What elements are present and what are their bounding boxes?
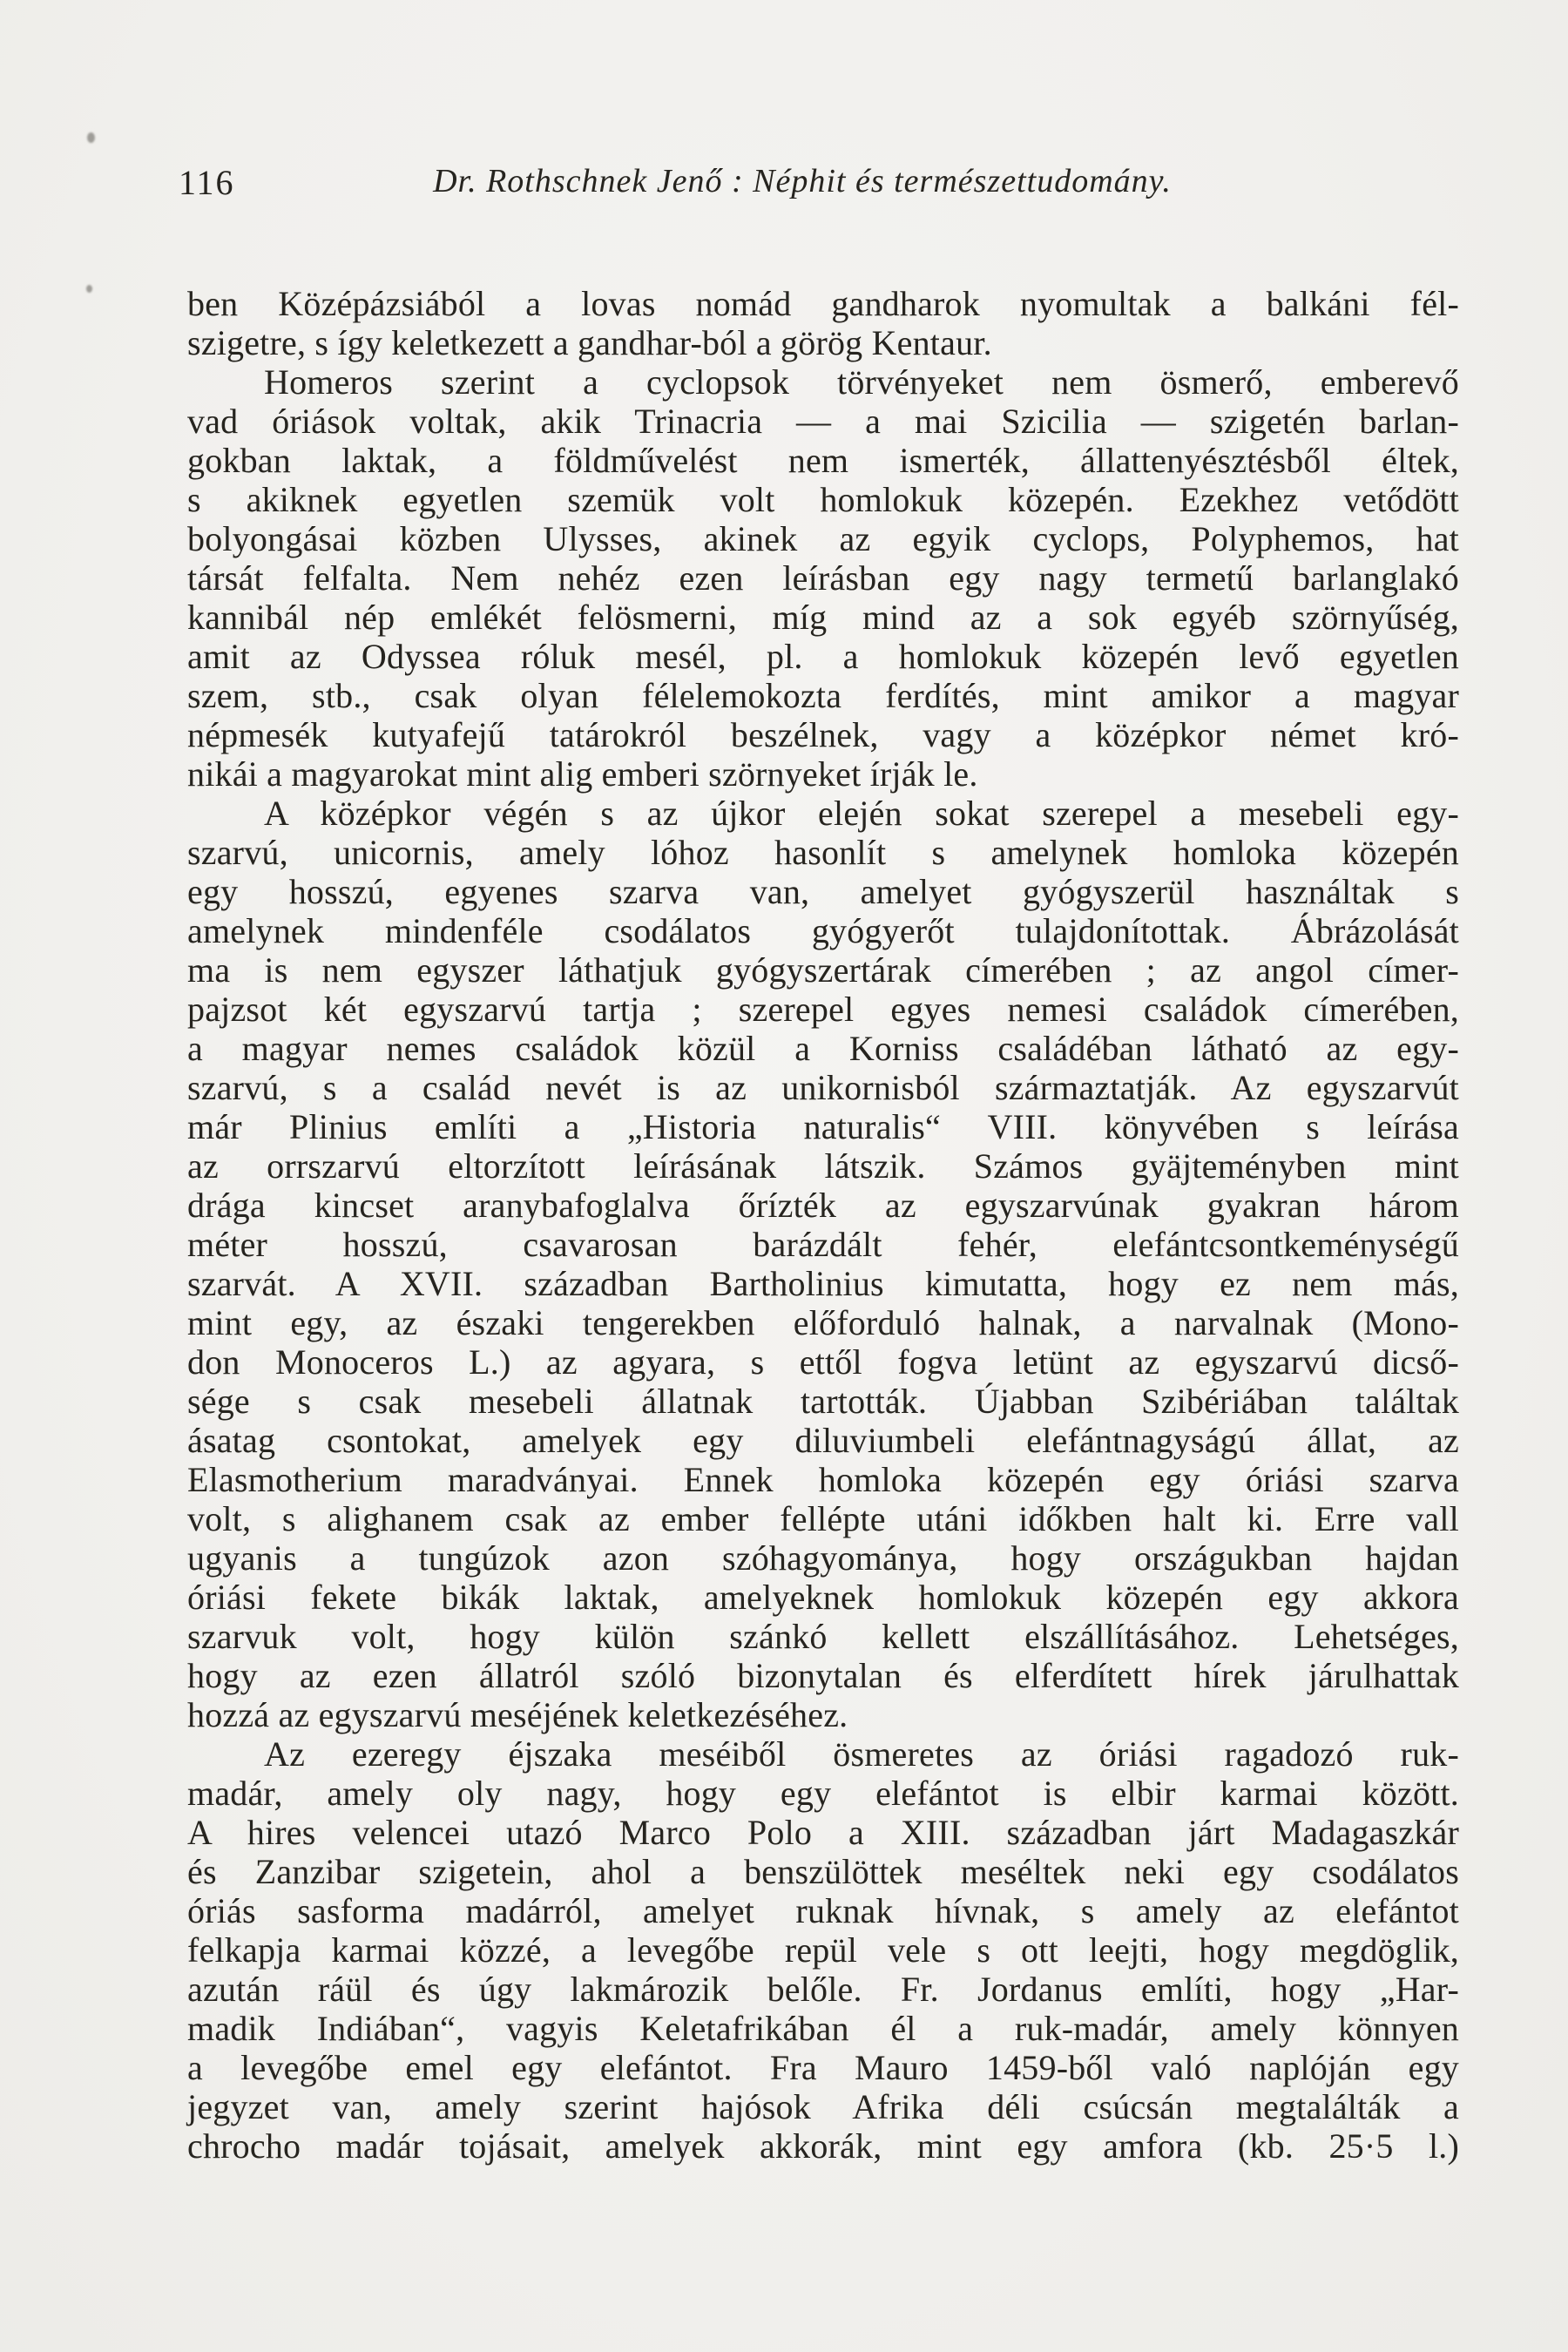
text-line: hozzá az egyszarvú meséjének keletkezéséhez.	[187, 1695, 848, 1734]
text-line: szarvuk volt, hogy külön szánkó kellett elszállításához. Lehetséges,	[187, 1617, 1459, 1656]
text-line: szarvú, unicornis, amely lóhoz hasonlít s amelynek homloka közepén	[187, 833, 1459, 872]
text-line: szarvát. A XVII. században Bartholinius kimutatta, hogy ez nem más,	[187, 1264, 1459, 1303]
text-line: népmesék kutyafejű tatárokról beszélnek, vagy a középkor német kró-	[187, 715, 1459, 754]
text-line: szarvú, s a család nevét is az unikornisból származtatják. Az egyszarvút	[187, 1068, 1459, 1107]
text-line: méter hosszú, csavarosan barázdált fehér, elefántcsontkeménységű	[187, 1225, 1459, 1264]
text-line: A hires velencei utazó Marco Polo a XIII. században járt Madagaszkár	[187, 1813, 1459, 1852]
running-title: Dr. Rothschnek Jenő : Néphit és természettudomány.	[433, 163, 1172, 199]
text-line: társát felfalta. Nem nehéz ezen leírásban egy nagy termetű barlanglakó	[187, 558, 1459, 598]
page-number: 116	[179, 163, 235, 202]
text-line: szem, stb., csak olyan félelemokozta ferdítés, mint amikor a magyar	[187, 676, 1459, 715]
text-line: bolyongásai közben Ulysses, akinek az egyik cyclops, Polyphemos, hat	[187, 519, 1459, 558]
text-line: A középkor végén s az újkor elején sokat szerepel a mesebeli egy-	[264, 794, 1459, 833]
text-line: chrocho madár tojásait, amelyek akkorák, mint egy amfora (kb. 25·5 l.)	[187, 2126, 1459, 2166]
text-line: Elasmotherium maradványai. Ennek homloka közepén egy óriási szarva	[187, 1460, 1459, 1499]
text-line: jegyzet van, amely szerint hajósok Afrika déli csúcsán megtalálták a	[187, 2087, 1459, 2126]
body-text-block	[187, 284, 1459, 2166]
text-line: ma is nem egyszer láthatjuk gyógyszertárak címerében ; az angol címer-	[187, 950, 1459, 990]
text-line: volt, s alighanem csak az ember fellépte utáni időkben halt ki. Erre vall	[187, 1499, 1459, 1538]
text-line: amit az Odyssea róluk mesél, pl. a homlokuk közepén levő egyetlen	[187, 637, 1459, 676]
text-line: amelynek mindenféle csodálatos gyógyerőt tulajdonítottak. Ábrázolását	[187, 911, 1459, 950]
text-line: kannibál nép emlékét felösmerni, míg mind az a sok egyéb szörnyűség,	[187, 598, 1459, 637]
text-line: mint egy, az északi tengerekben előforduló halnak, a narvalnak (Mono-	[187, 1303, 1459, 1342]
text-line: az orrszarvú eltorzított leírásának látszik. Számos gyäjteményben mint	[187, 1146, 1459, 1186]
text-line: a levegőbe emel egy elefántot. Fra Mauro 1459-ből való naplóján egy	[187, 2048, 1459, 2087]
text-line: Homeros szerint a cyclopsok törvényeket nem ösmerő, emberevő	[264, 362, 1459, 402]
text-line: óriás sasforma madárról, amelyet ruknak hívnak, s amely az elefántot	[187, 1891, 1459, 1930]
text-line: egy hosszú, egyenes szarva van, amelyet gyógyszerül használtak s	[187, 872, 1459, 911]
text-line: don Monoceros L.) az agyara, s ettől fogva letünt az egyszarvú dicső-	[187, 1342, 1459, 1382]
text-line: szigetre, s így keletkezett a gandhar-ból a görög Kentaur.	[187, 323, 992, 362]
text-line: nikái a magyarokat mint alig emberi szörnyeket írják le.	[187, 754, 978, 794]
text-line: ugyanis a tungúzok azon szóhagyománya, hogy országukban hajdan	[187, 1538, 1459, 1578]
text-line: és Zanzibar szigetein, ahol a benszülöttek meséltek neki egy csodálatos	[187, 1852, 1459, 1891]
text-line: hogy az ezen állatról szóló bizonytalan és elferdített hírek járulhattak	[187, 1656, 1459, 1695]
text-line: madár, amely oly nagy, hogy egy elefántot is elbir karmai között.	[187, 1774, 1459, 1813]
text-line: gokban laktak, a földművelést nem ismerték, állattenyésztésből éltek,	[187, 441, 1459, 480]
text-line: vad óriások voltak, akik Trinacria — a mai Szicilia — szigetén barlan-	[187, 402, 1459, 441]
text-line: drága kincset aranybafoglalva őrízték az egyszarvúnak gyakran három	[187, 1186, 1459, 1225]
text-line: azután ráül és úgy lakmározik belőle. Fr. Jordanus említi, hogy „Har-	[187, 1970, 1459, 2009]
text-line: a magyar nemes családok közül a Korniss családéban látható az egy-	[187, 1029, 1459, 1068]
text-line: felkapja karmai közzé, a levegőbe repül vele s ott leejti, hogy megdöglik,	[187, 1930, 1459, 1970]
text-line: ben Középázsiából a lovas nomád gandharok nyomultak a balkáni fél-	[187, 284, 1459, 323]
scan-speck	[86, 285, 92, 293]
running-header	[179, 162, 1459, 204]
text-line: óriási fekete bikák laktak, amelyeknek homlokuk közepén egy akkora	[187, 1578, 1459, 1617]
text-line: ásatag csontokat, amelyek egy diluviumbeli elefántnagyságú állat, az	[187, 1421, 1459, 1460]
text-line: madik Indiában“, vagyis Keletafrikában él a ruk-madár, amely könnyen	[187, 2009, 1459, 2048]
text-line: már Plinius említi a „Historia naturalis“ VIII. könyvében s leírása	[187, 1107, 1459, 1146]
text-line: s akiknek egyetlen szemük volt homlokuk közepén. Ezekhez vetődött	[187, 480, 1459, 519]
scan-speck	[87, 132, 95, 143]
text-line: Az ezeregy éjszaka meséiből ösmeretes az óriási ragadozó ruk-	[264, 1734, 1459, 1774]
text-line: pajzsot két egyszarvú tartja ; szerepel egyes nemesi családok címerében,	[187, 990, 1459, 1029]
text-line: sége s csak mesebeli állatnak tartották. Újabban Szibériában találtak	[187, 1382, 1459, 1421]
